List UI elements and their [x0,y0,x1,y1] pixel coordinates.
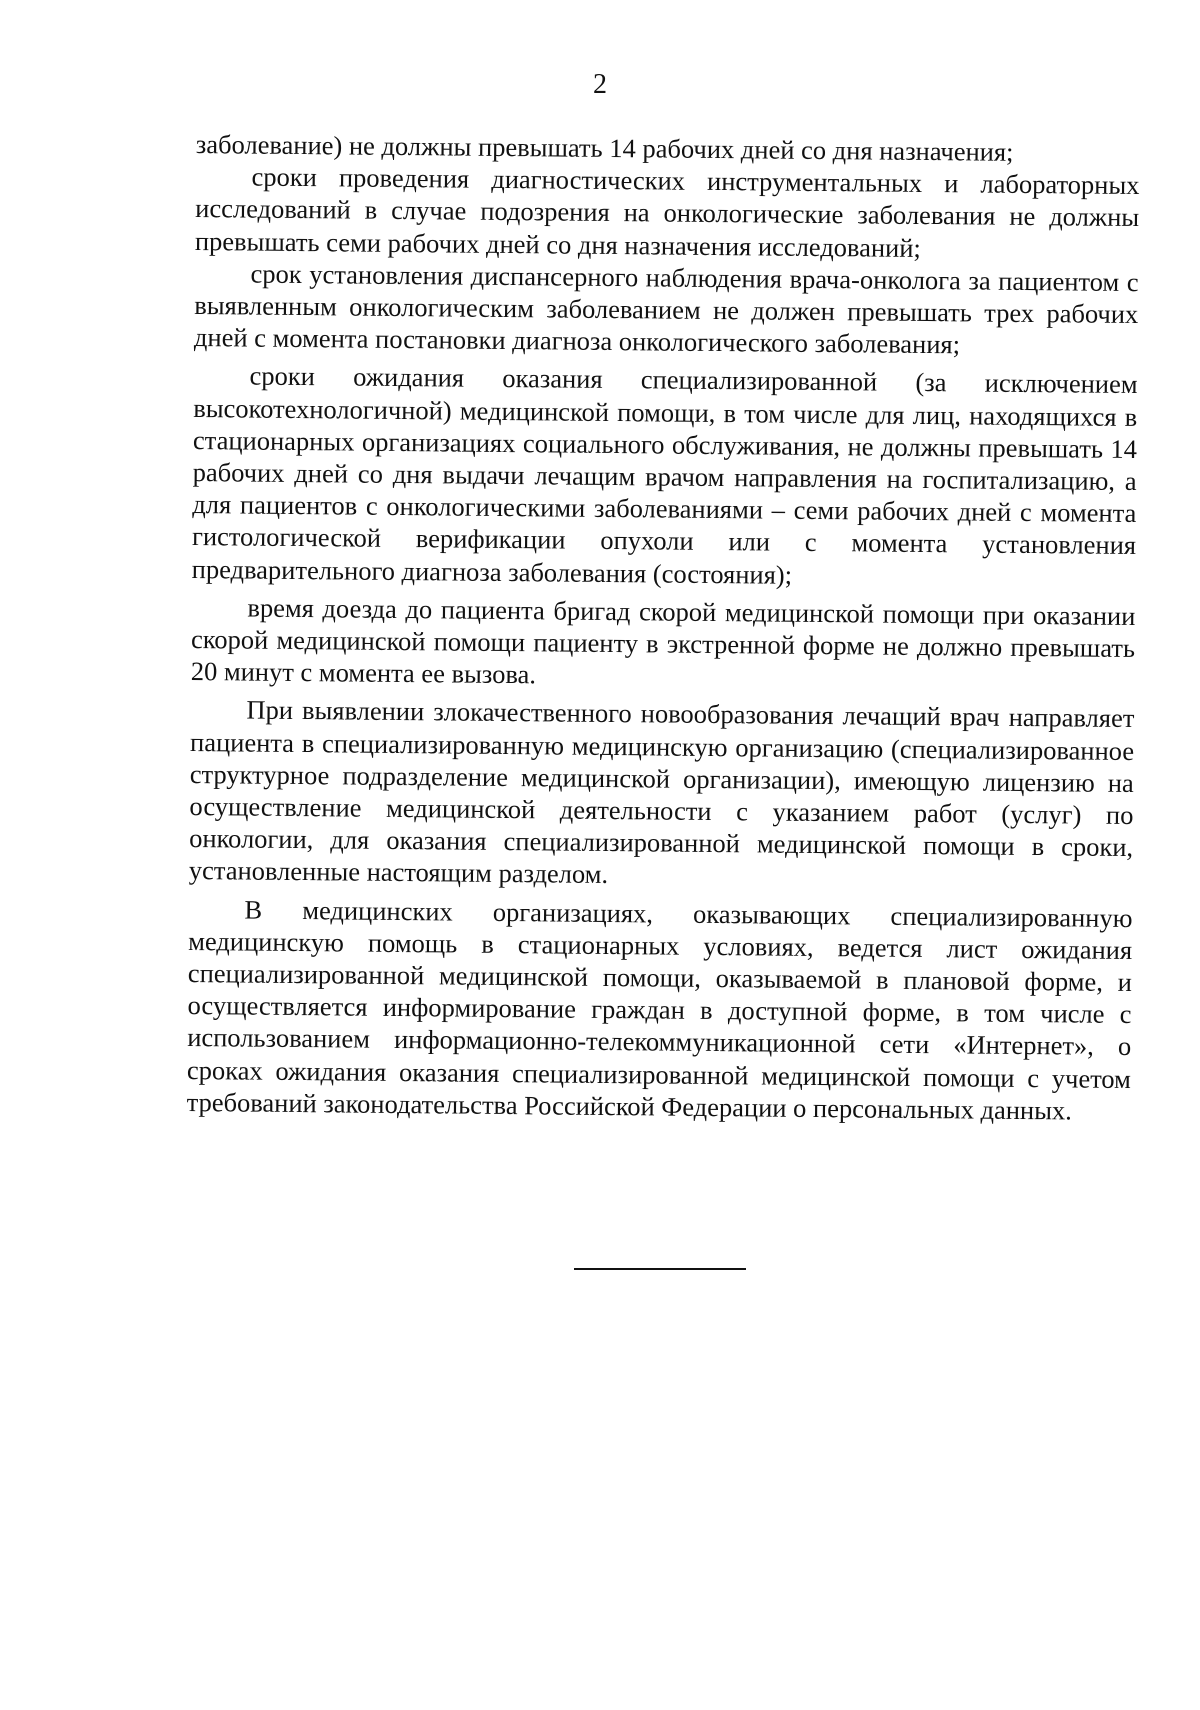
body-text [186,128,1139,1127]
paragraph-3: срок установления диспансерного наблюдения врача-онколога за пациентом с выявленным онкологическим заболеванием не должен превышать трех рабочих дней с момента постановки диагноза онкологического заболевания; [193,258,1139,360]
paragraph-4: сроки ожидания оказания специализированной (за исключением высокотехнологичной) медицинской помощи, в том числе для лиц, находящихся в стационарных организациях социального обслуживания, не должны превышать 14 рабочих дней со дня выдачи лечащим врачом направления на госпитализацию, а для пациентов с онкологическими заболеваниями – семи рабочих дней с момента гистологической верификации опухоли или с момента установления предварительного диагноза заболевания (состояния); [191,360,1138,590]
page-number: 2 [593,69,607,100]
paragraph-2: сроки проведения диагностических инструментальных и лабораторных исследований в случае подозрения на онкологические заболевания не должны превышать семи рабочих дней со дня назначения исследований; [194,161,1140,263]
paragraph-6: При выявлении злокачественного новообразования лечащий врач направляет пациента в специализированную медицинскую организацию (специализированное структурное подразделение медицинской организации), имеющую лицензию на осуществление медицинской деятельности с указанием работ (услуг) по онкологии, для оказания специализированной медицинской помощи в сроки, установленные настоящим разделом. [188,694,1135,890]
paragraph-1: заболевание) не должны превышать 14 рабочих дней со дня назначения; [195,128,1014,167]
paragraph-5: время доезда до пациента бригад скорой медицинской помощи при оказании скорой медицинской помощи пациенту в экстренной форме не должно превышать 20 минут с момента ее вызова. [190,592,1136,690]
end-of-text-rule [574,1268,746,1270]
paragraph-7: В медицинских организациях, оказывающих специализированную медицинскую помощь в стационарных условиях, ведется лист ожидания специализированной медицинской помощи, оказываемой в плановой форме, и осуществляется информирование граждан в доступной форме, в том числе с использованием информационно-телекоммуникационной сети «Интернет», о сроках ожидания оказания специализированной медицинской помощи с учетом требований законодательства Российской Федерации о персональных данных. [186,894,1133,1126]
